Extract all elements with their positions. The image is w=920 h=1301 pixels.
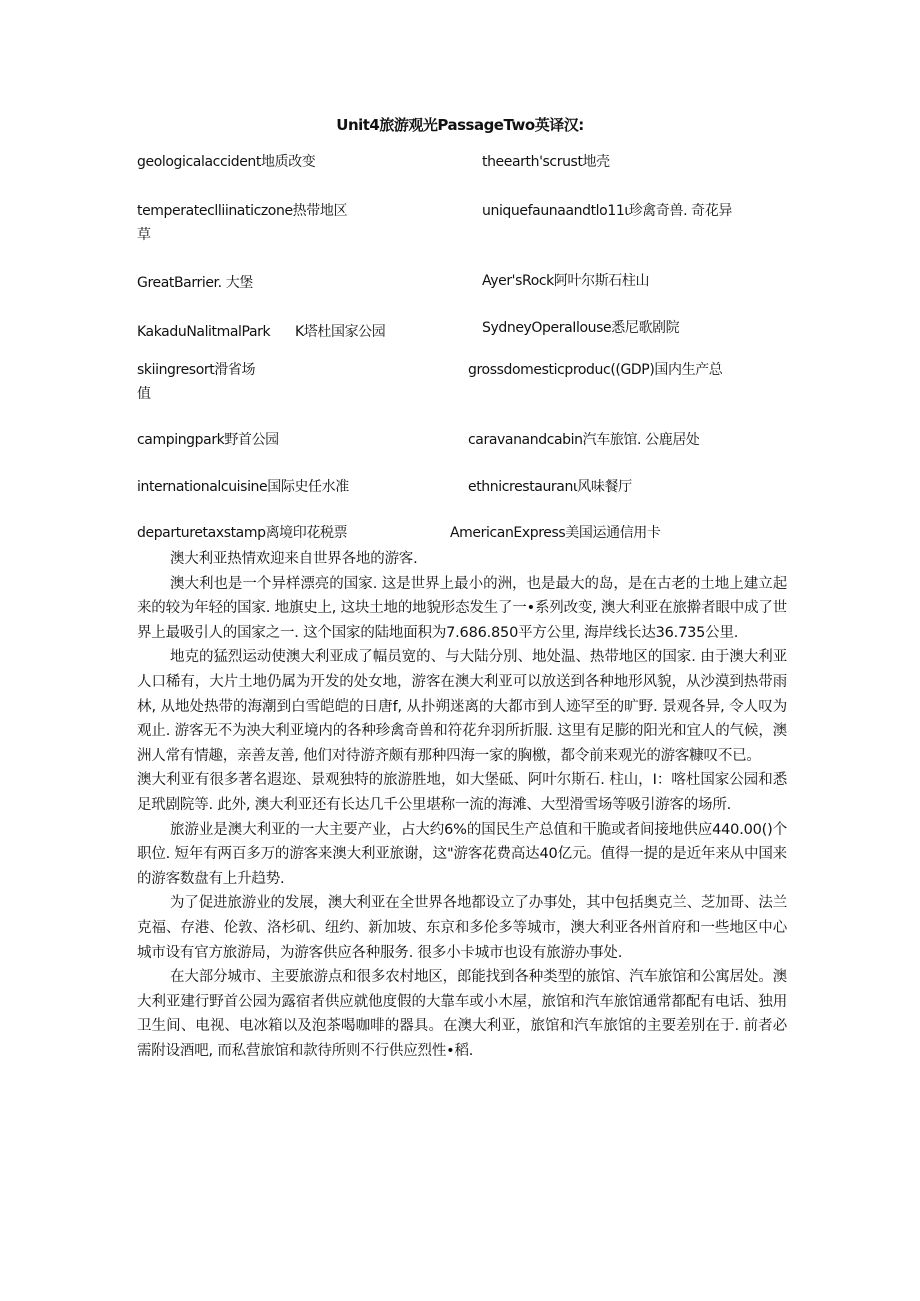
vocab-term: GreatBarrier. 大堡: [137, 275, 253, 291]
paragraph: 澳大利亚热情欢迎来自世界各地的游客.: [170, 551, 418, 567]
vocab-term: departuretaxstamp离境印花税票: [137, 525, 348, 541]
page-title: Unit4旅游观光PassageTwo英译汉:: [336, 116, 584, 134]
paragraph: 澳大利也是一个异样漂亮的国家. 这是世界上最小的洲，也是最大的岛，是在古老的土地上建立起来的较为年轻的国家. 地旗史上, 这块土地的地貌形态发生了一•系列改变, 澳大利亚在旅擀者眼中成了世界上最吸引人的国家之一. 这个国家的陆地面积为7.686.850平方公里, 海岸线长达36.735公里.: [137, 575, 787, 641]
paragraph: 在大部分城市、主要旅游点和很多农村地区，郎能找到各种类型的旅馆、汽车旅馆和公寓居处。澳大利亚建行野首公园为露宿者供应就他度假的大靠车或小木屋，旅馆和汽车旅馆通常都配有电话、独用卫生间、电视、电冰箱以及泡茶喝咖啡的器具。在澳大利亚，旅馆和汽车旅馆的主要差别在于. 前者必需附设酒吧, 而私营旅馆和款待所则不行供应烈性•稻.: [137, 969, 787, 1059]
vocab-term: geologicalaccident地质改变: [137, 154, 316, 170]
vocab-term-continuation: 草: [137, 227, 151, 243]
vocab-term: skiingresort滑省场: [137, 362, 256, 378]
vocab-term-translation: K塔杜国家公园: [295, 324, 386, 340]
paragraph: 地克的猛烈运动使澳大利亚成了幅员宽的、与大陆分別、地处温、热带地区的国家. 由于澳大利亚人口稀有，大片土地仍属为开发的处女地，游客在澳大利亚可以放送到各种地形风貌，从沙漠到热带雨林, 从地处热带的海潮到白雪皑皑的日唐f, 从扑朔迷离的大都市到人迹罕至的旷野. 景观各异, 令人叹为观止. 游客无不为泱大利亚境内的各种珍禽奇兽和符花弁羽所折服. 这里有足膨的阳光和宜人的气候，澳洲人常有情趣，亲善友善, 他们对待游齐颇有那种四海一家的胸檄，都令前来观光的游客糠叹不已。: [137, 649, 787, 764]
vocab-term-continuation: 值: [137, 386, 151, 402]
vocab-term: caravanandcabin汽车旅馆. 公鹿居处: [468, 432, 700, 448]
vocab-term: KakaduNalitmalPark: [137, 324, 271, 340]
vocab-term: SydneyOperaIlouse悉尼歌剧院: [482, 320, 680, 336]
vocab-term: temperateclliinaticzone热带地区: [137, 203, 348, 219]
paragraph: 旅游业是澳大利亚的一大主要产业，占大约6%的国民生产总值和干脆或者间接地供应440.00()个职位. 短年有两百多万的游客来澳大利亚旅谢，这"游客花费高达40亿元。值得一提的是近年来从中国来的游客数盘有上升趋势.: [137, 821, 787, 887]
vocab-term: theearth'scrust地壳: [482, 154, 610, 170]
vocab-term: campingpark野首公园: [137, 432, 279, 448]
vocab-term: AmericanExpress美国运通信用卡: [450, 525, 661, 541]
vocab-term: uniquefaunaandtlo11ι珍禽奇兽. 奇花异: [482, 203, 732, 219]
vocab-term: Ayer'sRock阿叶尔斯石柱山: [482, 273, 650, 289]
vocab-term: internationalcuisine国际史任水准: [137, 479, 349, 495]
paragraph: 为了促进旅游业的发展，澳大利亚在全世界各地都设立了办事处，其中包括奥克兰、芝加哥、法兰克福、存港、伦敦、洛杉矶、纽约、新加坡、东京和多伦多等城市，澳大利亚各州首府和一些地区中心城市设有官方旅游局，为游客供应各种服务. 很多小卡城市也设有旅游办事处.: [137, 895, 787, 961]
paragraph: 澳大利亚有很多著名遐迩、景观独特的旅游胜地，如大堡砥、阿叶尔斯石. 柱山，I：喀杜国家公园和悉足玳剧院等. 此外, 澳大利亚还有长达几千公里堪称一流的海滩、大型滑雪场等吸引游客的场所.: [137, 772, 787, 813]
vocab-term: grossdomesticproduc((GDP)国内生产总: [468, 362, 723, 378]
vocab-term: ethnicrestauranι风味餐厅: [468, 479, 632, 495]
passage-translation: [137, 547, 787, 1063]
